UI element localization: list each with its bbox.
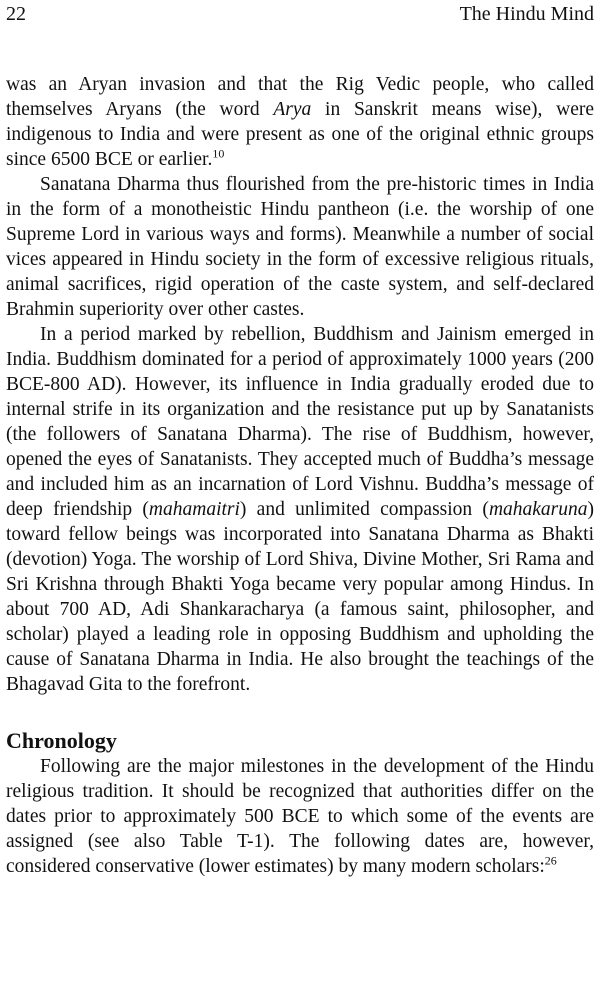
italic-term-mahakaruna: mahakaruna: [488, 499, 588, 520]
running-header: [6, 2, 594, 26]
paragraph-text: ) and unlimited compassion (: [239, 499, 489, 520]
paragraph-text: Following are the major milestones in the development of the Hindu religious tradition. It should be recognized that authorities differ on the dates prior to approximately 500 BCE to which some of the events are assigned (see also Table T-1). The following dates are, however, considered conservative (lower estimates) by many modern scholars:: [6, 756, 594, 877]
page-number: 22: [6, 3, 26, 25]
paragraph-buddhism-jainism: [6, 322, 594, 697]
paragraph-chronology-intro: [6, 754, 594, 879]
section-heading-chronology: Chronology: [6, 728, 117, 753]
italic-term-mahamaitri: mahamaitri: [148, 499, 240, 520]
paragraph-aryan-origins: [6, 72, 594, 172]
footnote-ref-10: 10: [212, 146, 225, 161]
paragraph-text: was an Aryan invasion and that the Rig Vedic people, who called themselves Aryans (the word: [6, 74, 594, 120]
paragraph-text: in Sanskrit means wise), were indigenous to India and were present as one of the original ethnic groups since 6500 BCE or earlier.: [6, 99, 594, 170]
page-body: [6, 72, 594, 879]
paragraph-sanatana-dharma: Sanatana Dharma thus flourished from the pre-historic times in India in the form of a monotheistic Hindu pantheon (i.e. the worship of one Supreme Lord in various ways and forms). Meanwhile a number of social vices appeared in Hindu society in the form of excessive religious rituals, animal sacrifices, rigid operation of the caste system, and self-declared Brahmin superiority over other castes.: [6, 174, 594, 320]
running-title: The Hindu Mind: [459, 3, 594, 25]
paragraph-text: In a period marked by rebellion, Buddhism and Jainism emerged in India. Buddhism dominated for a period of approximately 1000 years (200 BCE-800 AD). However, its influence in India gradually eroded due to internal strife in its organization and the resistance put up by Sanatanists (the followers of Sanatana Dharma). The rise of Buddhism, however, opened the eyes of Sanatanists. They accepted much of Buddha’s message and included him as an incarnation of Lord Vishnu. Buddha’s message of deep friendship (: [6, 324, 594, 520]
paragraph-text: ) toward fellow beings was incorporated into Sanatana Dharma as Bhakti (devotion) Yoga. The worship of Lord Shiva, Divine Mother, Sri Rama and Sri Krishna through Bhakti Yoga became very popular among Hindus. In about 700 AD, Adi Shankaracharya (a famous saint, philosopher, and scholar) played a leading role in opposing Buddhism and upholding the cause of Sanatana Dharma in India. He also brought the teachings of the Bhagavad Gita to the forefront.: [6, 499, 595, 695]
italic-term-arya: Arya: [273, 99, 312, 120]
footnote-ref-26: 26: [544, 853, 557, 868]
